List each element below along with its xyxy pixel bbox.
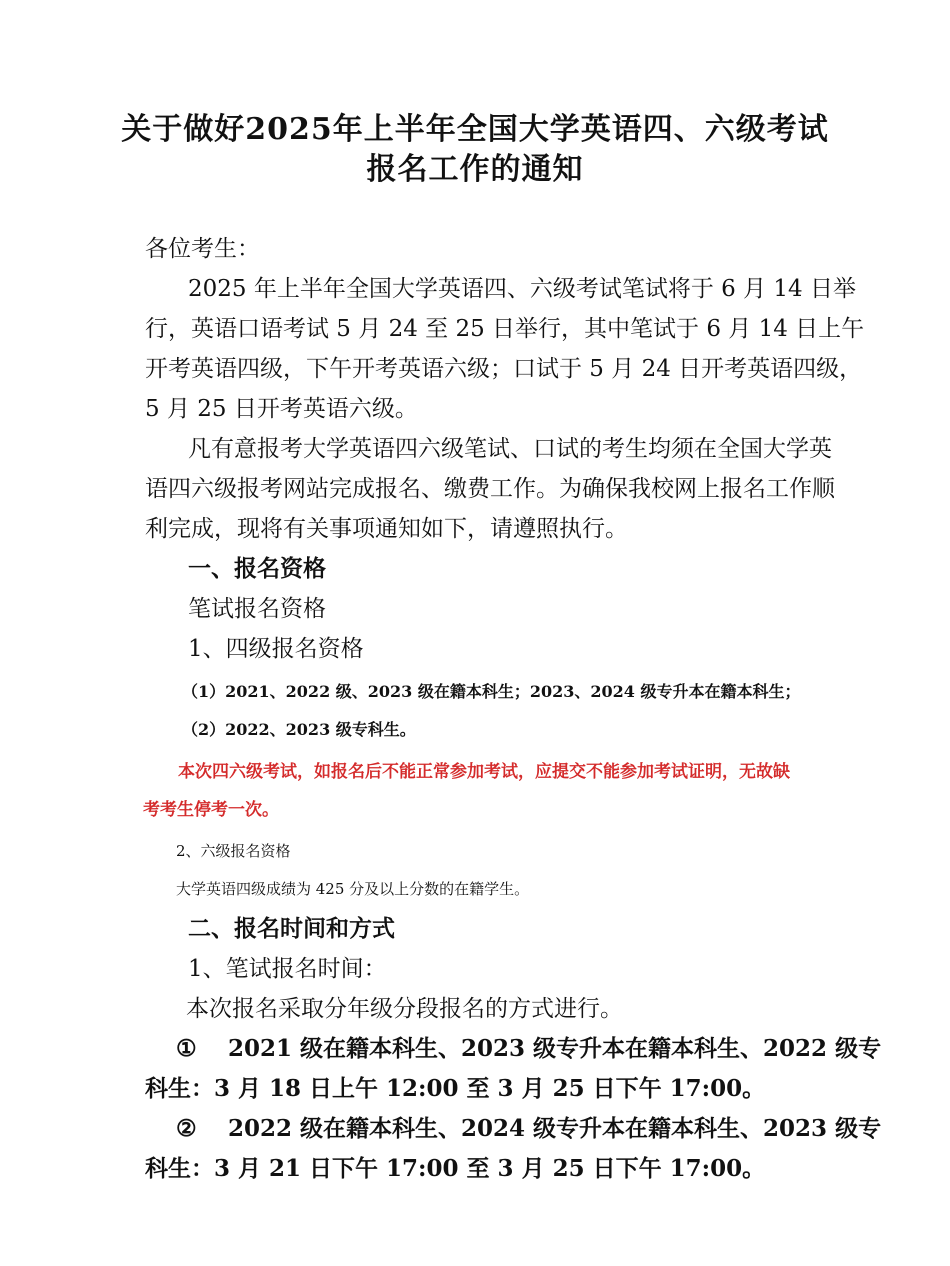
paragraph-2-line-1: 凡有意报考大学英语四六级笔试、口试的考生均须在全国大学英 — [188, 436, 832, 462]
notice-title-line-1: 关于做好2025年上半年全国大学英语四、六级考试 — [121, 112, 829, 147]
registration-method-text: 本次报名采取分年级分段报名的方式进行。 — [186, 996, 623, 1022]
absence-warning-line-1: 本次四六级考试，如报名后不能正常参加考试，应提交不能参加考试证明，无故缺 — [178, 762, 790, 782]
schedule-item-1-line-2: 科生：3 月 18 日上午 12:00 至 3 月 25 日下午 17:00。 — [145, 1075, 766, 1102]
schedule-item-2-text: 2022 级在籍本科生、2024 级专升本在籍本科生、2023 级专 — [228, 1115, 882, 1142]
schedule-item-2-line-2: 科生：3 月 21 日下午 17:00 至 3 月 25 日下午 17:00。 — [145, 1155, 766, 1182]
notice-title-line-2: 报名工作的通知 — [366, 152, 584, 187]
paragraph-1-line-1: 2025 年上半年全国大学英语四、六级考试笔试将于 6 月 14 日举 — [188, 276, 856, 302]
paragraph-1-line-4: 5 月 25 日开考英语六级。 — [145, 396, 418, 422]
written-registration-time-label: 1、笔试报名时间： — [188, 956, 387, 982]
schedule-item-2-marker: ② — [176, 1115, 197, 1142]
cet4-eligibility-item-2: （2）2022、2023 级专科生。 — [182, 720, 416, 739]
paragraph-1-line-3: 开考英语四级，下午开考英语六级；口试于 5 月 24 日开考英语四级， — [145, 356, 863, 382]
schedule-item-1-text: 2021 级在籍本科生、2023 级专升本在籍本科生、2022 级专 — [228, 1035, 882, 1062]
paragraph-1-line-2: 行，英语口语考试 5 月 24 至 25 日举行，其中笔试于 6 月 14 日上午 — [145, 316, 865, 342]
paragraph-2-line-2: 语四六级报考网站完成报名、缴费工作。为确保我校网上报名工作顺 — [145, 476, 835, 502]
paragraph-2-line-3: 利完成，现将有关事项通知如下，请遵照执行。 — [145, 516, 628, 542]
cet4-eligibility-label: 1、四级报名资格 — [188, 636, 364, 662]
schedule-item-2-line-1 — [176, 1112, 881, 1146]
written-eligibility-label: 笔试报名资格 — [188, 596, 326, 622]
cet6-eligibility-label: 2、六级报名资格 — [176, 842, 291, 860]
absence-warning-line-2: 考考生停考一次。 — [143, 800, 279, 820]
greeting: 各位考生： — [145, 236, 260, 262]
cet6-eligibility-text: 大学英语四级成绩为 425 分及以上分数的在籍学生。 — [176, 880, 530, 898]
cet4-eligibility-item-1: （1）2021、2022 级、2023 级在籍本科生；2023、2024 级专升本在籍本科生； — [182, 682, 801, 701]
section-2-heading: 二、报名时间和方式 — [188, 915, 395, 942]
schedule-item-1-marker: ① — [176, 1035, 197, 1062]
schedule-item-1-line-1 — [176, 1032, 881, 1066]
section-1-heading: 一、报名资格 — [188, 555, 326, 582]
